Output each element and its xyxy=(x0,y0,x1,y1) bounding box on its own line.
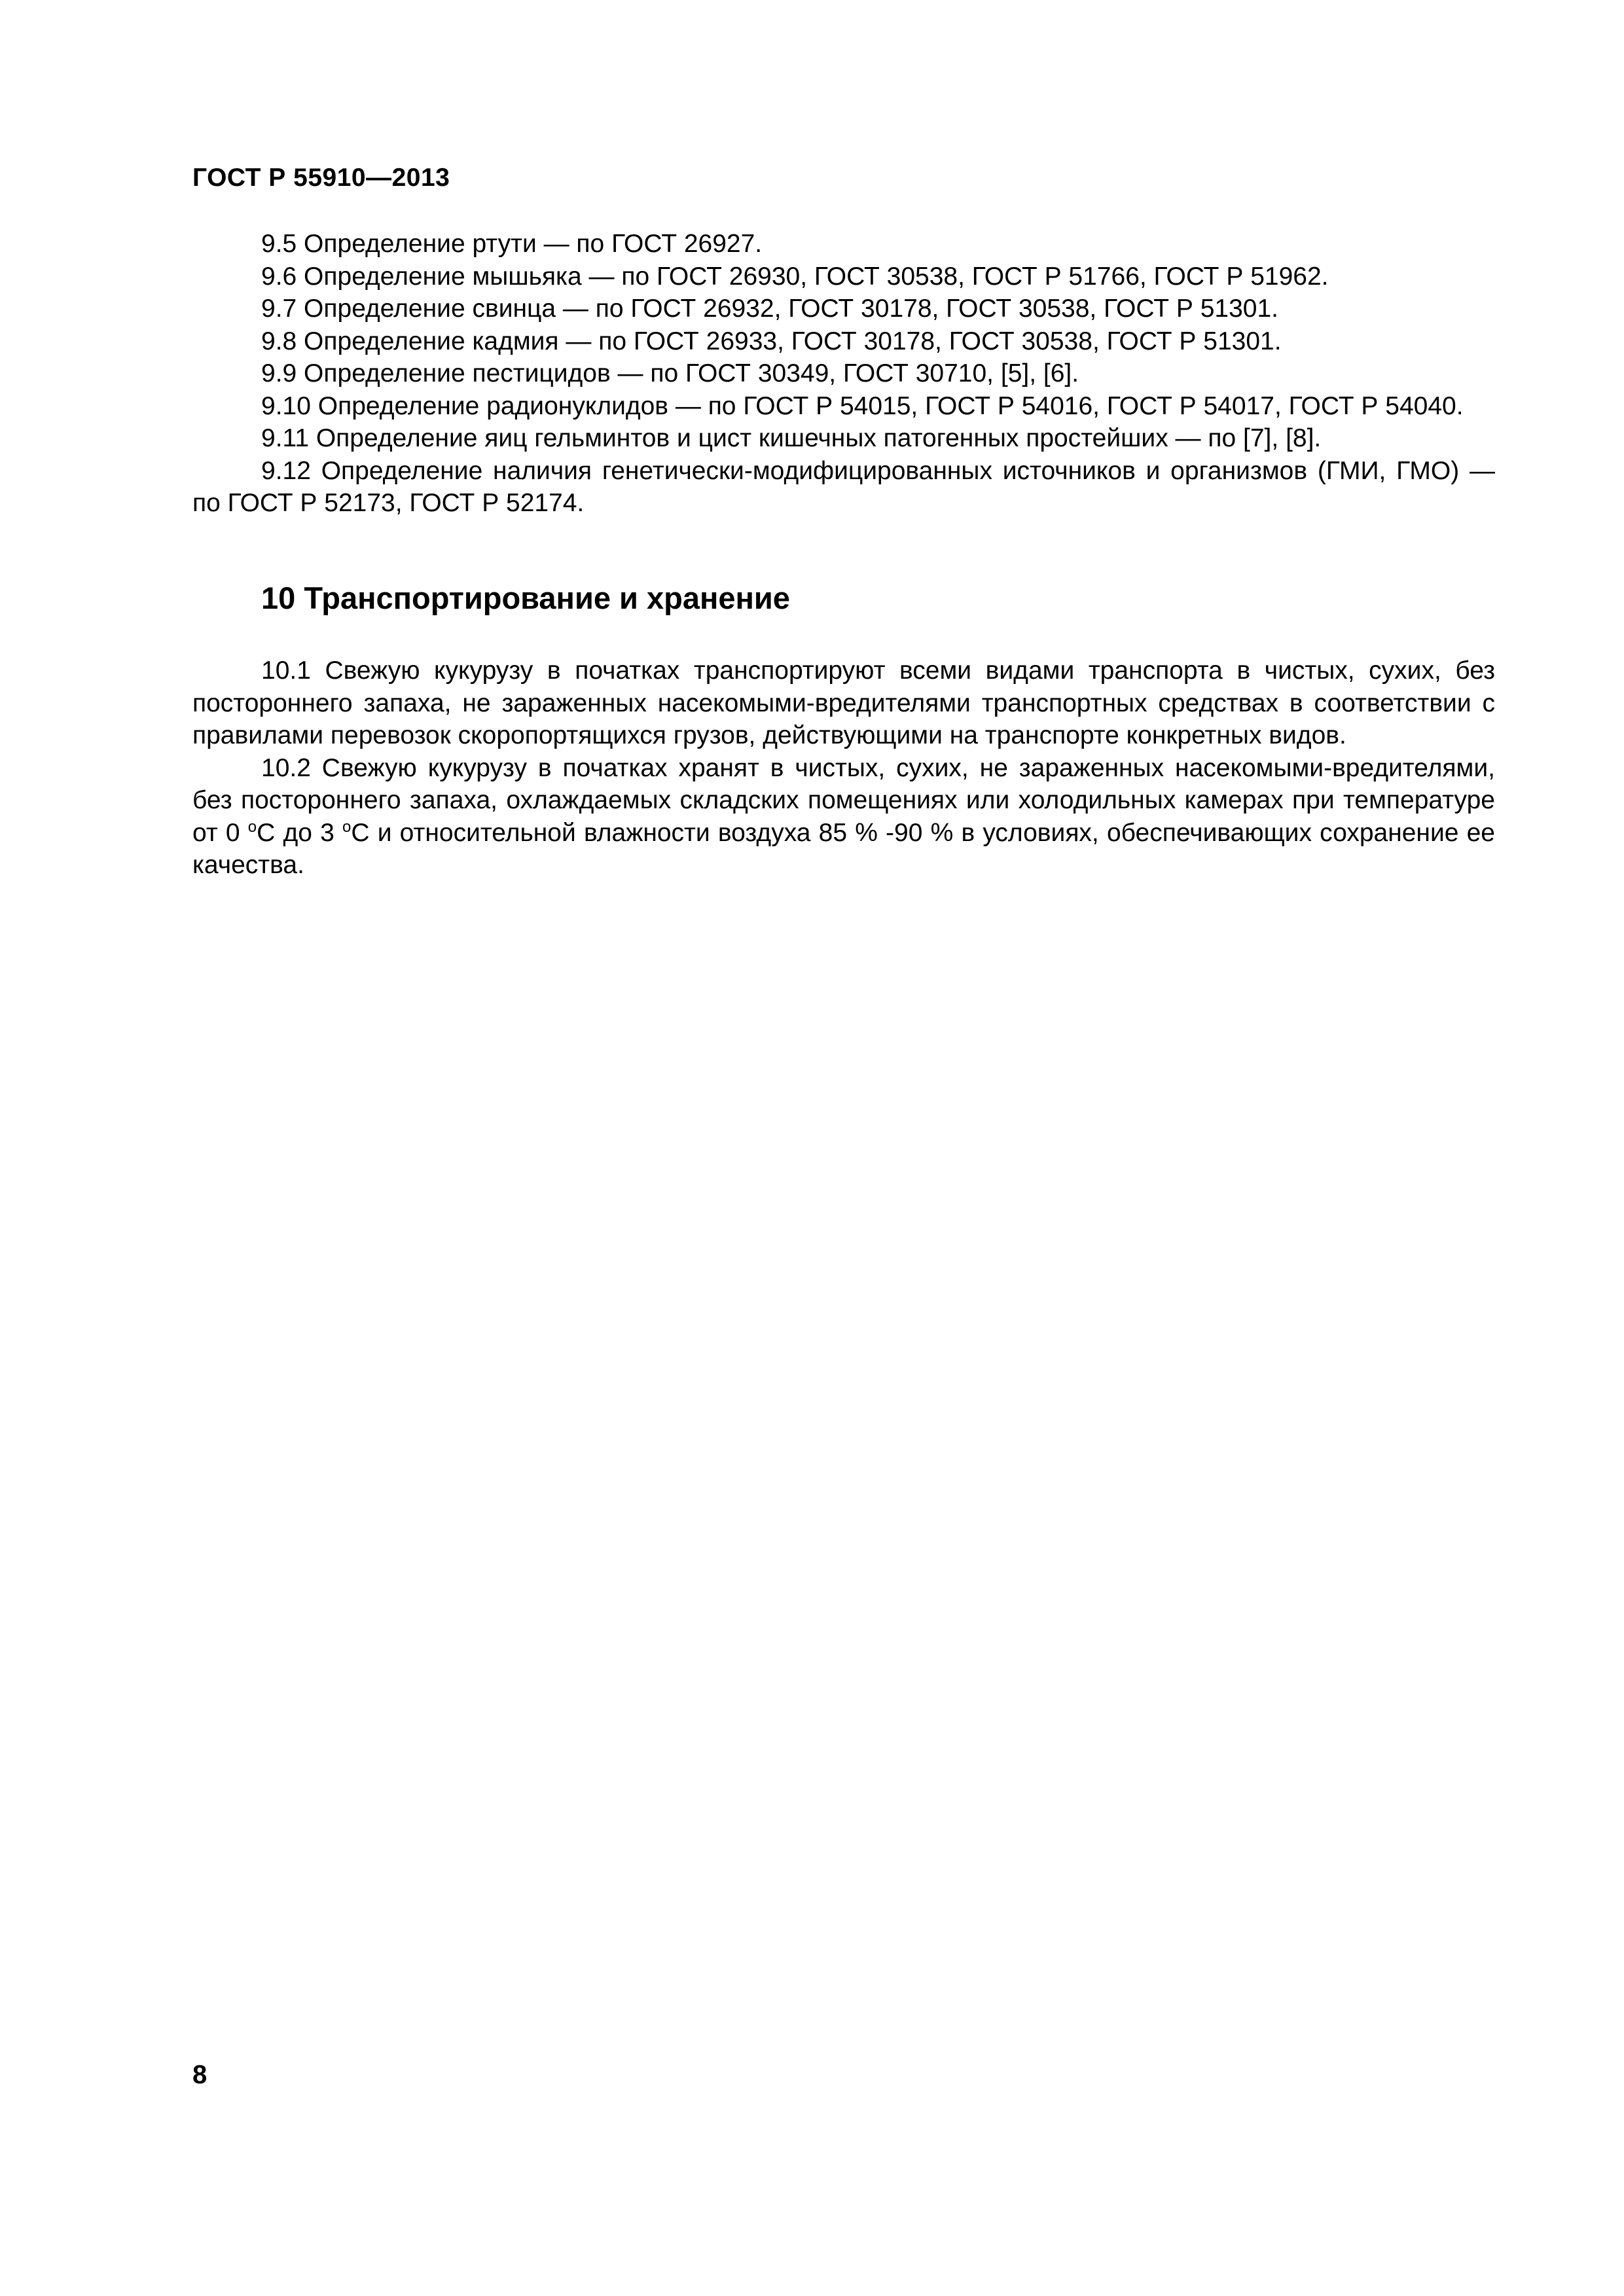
paragraph-10-1: 10.1 Свежую кукурузу в початках транспортируют всеми видами транспорта в чистых, сухих, без постороннего запаха, не зараженных насекомыми-вредителями транспортных средствах в соответствии с правилами перевозок скоропортящихся грузов, действующими на транспорте конкретных видов. xyxy=(192,656,1495,749)
degree-sign: o xyxy=(342,817,352,836)
section-10-body xyxy=(192,655,1495,882)
section-9-items xyxy=(192,228,1495,520)
page-number: 8 xyxy=(192,2060,208,2089)
section-10-heading: 10 Транспортирование и хранение xyxy=(261,581,790,615)
document-header: ГОСТ Р 55910—2013 xyxy=(192,164,450,192)
degree-sign: o xyxy=(247,817,257,836)
paragraph-10-2-part1: 10.2 Свежую кукурузу в початках хранят в чистых, сухих, не зараженных насекомыми-вредителями, без постороннего запаха, охлаждаемых складских помещениях или холодильных камерах при температуре от 0 xyxy=(192,753,1495,847)
item-9-11: 9.11 Определение яиц гельминтов и цист кишечных патогенных простейших — по [7], [8]. xyxy=(261,424,1322,452)
item-9-6: 9.6 Определение мышьяка — по ГОСТ 26930, ГОСТ 30538, ГОСТ Р 51766, ГОСТ Р 51962. xyxy=(261,262,1329,291)
paragraph-10-2 xyxy=(192,752,1495,882)
item-9-10: 9.10 Определение радионуклидов — по ГОСТ Р 54015, ГОСТ Р 54016, ГОСТ Р 54017, ГОСТ Р 54040. xyxy=(261,391,1464,420)
item-9-9: 9.9 Определение пестицидов — по ГОСТ 30349, ГОСТ 30710, [5], [6]. xyxy=(261,359,1079,387)
item-9-8: 9.8 Определение кадмия — по ГОСТ 26933, ГОСТ 30178, ГОСТ 30538, ГОСТ Р 51301. xyxy=(261,327,1282,355)
paragraph-10-2-part3: С и относительной влажности воздуха 85 % -90 % в условиях, обеспечивающих сохранение ее качества. xyxy=(192,818,1495,879)
item-9-7: 9.7 Определение свинца — по ГОСТ 26932, ГОСТ 30178, ГОСТ 30538, ГОСТ Р 51301. xyxy=(261,295,1279,323)
item-9-12: 9.12 Определение наличия генетически-модифицированных источников и организмов (ГМИ, ГМО) — по ГОСТ Р 52173, ГОСТ Р 52174. xyxy=(192,456,1495,517)
item-9-5: 9.5 Определение ртути — по ГОСТ 26927. xyxy=(261,230,763,258)
paragraph-10-2-part2: С до 3 xyxy=(257,818,342,847)
